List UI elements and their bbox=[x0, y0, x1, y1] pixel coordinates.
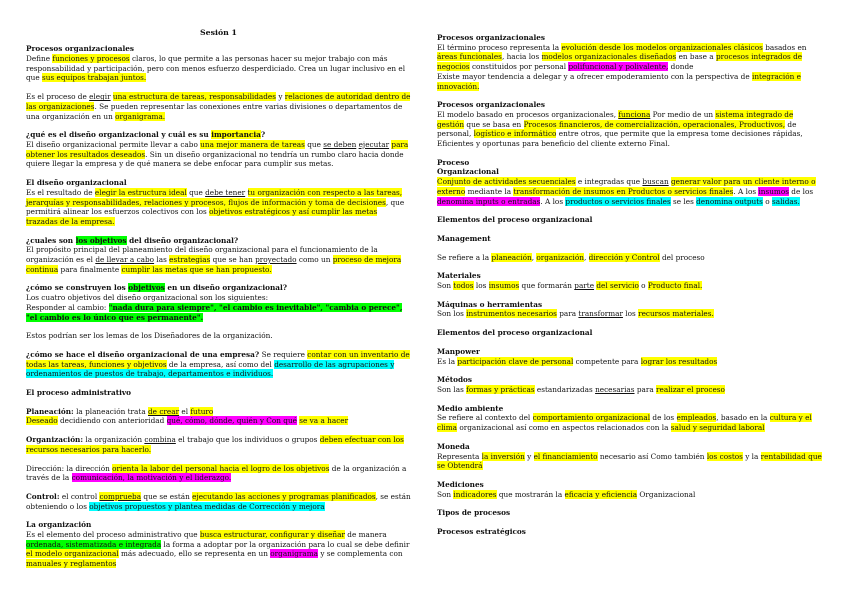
text-run: Son los bbox=[437, 309, 467, 319]
paragraph bbox=[26, 140, 411, 169]
section bbox=[437, 442, 822, 471]
text-run: los bbox=[473, 281, 489, 291]
text-run: de la empresa, así como del bbox=[166, 359, 275, 369]
paragraph bbox=[26, 188, 411, 227]
text-run: Se requiere bbox=[261, 349, 308, 359]
text-run: instrumentos necesarios bbox=[466, 309, 557, 319]
paragraph bbox=[437, 413, 822, 432]
paragraph bbox=[26, 92, 411, 121]
section bbox=[437, 508, 822, 518]
text-run: Responder al cambio: bbox=[26, 302, 109, 312]
text-run: transformar bbox=[578, 309, 623, 319]
text-run: Es la bbox=[437, 356, 458, 366]
section bbox=[437, 328, 822, 338]
text-run: generar valor para un cliente interno o externo bbox=[437, 177, 816, 196]
text-run: salidas. bbox=[771, 196, 800, 206]
text-run: entre otros, que permite que la empresa tome decisiones rápidas, Eficientes y oportunas para beneficio del cliente externo Final. bbox=[437, 129, 803, 149]
text-run: insumos bbox=[488, 281, 520, 291]
text-run: para obtener los resultados deseados bbox=[26, 139, 409, 159]
text-run: organizacional así como en aspectos relacionados con la bbox=[457, 423, 671, 433]
section bbox=[26, 350, 411, 379]
text-run: para bbox=[556, 309, 579, 319]
text-run: contar con un inventario de todas las tareas, funciones y objetivos bbox=[26, 349, 410, 369]
text-run: futuro bbox=[190, 406, 214, 416]
text-run: los costos bbox=[706, 451, 743, 461]
text-run: polifuncional y polivalente, bbox=[568, 62, 669, 72]
session-title: Sesión 1 bbox=[200, 28, 237, 37]
text-run: empleados bbox=[676, 413, 717, 423]
text-run: Procesos organizacionales bbox=[26, 44, 135, 54]
text-run: se les bbox=[670, 196, 697, 206]
text-run: que se están bbox=[141, 491, 193, 501]
section-heading bbox=[437, 271, 822, 281]
text-run: Dirección bbox=[26, 463, 62, 473]
text-run: todos bbox=[453, 281, 474, 291]
text-run: Son las bbox=[437, 384, 467, 394]
text-run: el financiamiento bbox=[533, 451, 598, 461]
text-run: cultura y el clima bbox=[437, 413, 812, 433]
section-heading bbox=[26, 350, 262, 359]
text-run: El diseño organizacional bbox=[26, 178, 127, 188]
section bbox=[437, 527, 822, 537]
text-run: qué, cómo, dónde, quién y Con qué bbox=[166, 416, 297, 426]
paragraph bbox=[26, 530, 411, 569]
text-run: ? bbox=[260, 130, 266, 140]
text-run: y la bbox=[742, 451, 761, 461]
text-run: de los bbox=[788, 186, 814, 196]
text-run: Por medio de un bbox=[650, 109, 716, 119]
text-run: denomina inputs o entradas bbox=[437, 196, 541, 206]
text-run: insumos bbox=[758, 186, 789, 196]
text-run: la inversión bbox=[481, 451, 525, 461]
text-run: debe tener bbox=[205, 187, 246, 197]
paragraph bbox=[437, 357, 822, 367]
text-run: buscan bbox=[642, 177, 669, 187]
text-run: Organizacional bbox=[637, 489, 696, 499]
text-run: lograr los resultados bbox=[640, 356, 718, 366]
text-run: parte bbox=[574, 281, 595, 291]
text-run: ejecutando las acciones y programas planificados bbox=[192, 491, 376, 501]
text-run: combina bbox=[144, 435, 176, 445]
text-run: realizar el proceso bbox=[656, 384, 725, 394]
section-heading bbox=[26, 178, 411, 188]
text-run: planeación bbox=[491, 252, 532, 262]
text-run: funciones y procesos bbox=[52, 54, 130, 64]
paragraph bbox=[437, 177, 822, 206]
text-run: que mostrarán la bbox=[496, 489, 565, 499]
paragraph bbox=[26, 245, 411, 274]
text-run: , basado en la bbox=[716, 413, 770, 423]
section-heading bbox=[26, 520, 411, 530]
text-run: evolución desde los modelos organizacionales clásicos bbox=[561, 42, 763, 52]
text-run: Procesos financieros, de comercialización, operacionales, Productivos, bbox=[523, 119, 786, 129]
section-heading bbox=[437, 442, 822, 452]
section bbox=[437, 404, 822, 433]
text-run: la organización bbox=[83, 435, 145, 445]
section bbox=[26, 331, 411, 341]
text-run: del proceso bbox=[659, 252, 705, 262]
text-run: de llevar a cabo bbox=[95, 255, 155, 265]
text-run: organigrama. bbox=[115, 111, 166, 121]
text-run: procesos integrados de negocios bbox=[437, 52, 803, 72]
section-heading bbox=[437, 404, 822, 414]
text-run: Procesos organizacionales bbox=[437, 33, 546, 42]
text-run: organigrama bbox=[270, 549, 318, 559]
text-run: Deseado bbox=[26, 416, 58, 426]
text-run: Elementos del proceso organizacional bbox=[437, 328, 593, 338]
text-run: que bbox=[304, 139, 324, 149]
text-run: El diseño organizacional permite llevar a cabo bbox=[26, 139, 201, 149]
right-column bbox=[437, 33, 822, 546]
text-run: . Sin un diseño organizacional no tendría un rumbo claro hacia donde quiere llegar la empresa y de qué manera se debe enfocar para cumplir sus metas. bbox=[26, 149, 404, 169]
text-run: sus equipos trabajan juntos. bbox=[42, 73, 147, 83]
text-run: Existe mayor tendencia a delegar y a ofrecer empoderamiento con la perspectiva de bbox=[437, 71, 752, 81]
section bbox=[26, 236, 411, 275]
paragraph bbox=[26, 331, 411, 341]
paragraph bbox=[26, 492, 411, 511]
text-run: en un diseño organizacional? bbox=[164, 283, 288, 293]
text-run: Métodos bbox=[437, 375, 473, 385]
section bbox=[437, 215, 822, 225]
paragraph bbox=[26, 350, 411, 379]
text-run: , hacia los bbox=[501, 52, 542, 62]
section-heading bbox=[437, 33, 822, 43]
text-run: ordenada, sistematizada e integrada bbox=[26, 539, 162, 549]
section bbox=[26, 92, 411, 121]
text-run: , bbox=[583, 252, 589, 262]
text-run: manuales y reglamentos bbox=[26, 559, 117, 569]
text-run: logístico e informático bbox=[473, 129, 557, 139]
text-run: Control: bbox=[26, 491, 60, 501]
paragraph bbox=[437, 43, 822, 92]
text-run: del servicio bbox=[596, 281, 639, 291]
text-run: desarrollo de las agrupaciones y ordenamientos de puestos de trabajo, departamentos e individuos. bbox=[26, 359, 395, 379]
text-run: Producto final. bbox=[647, 281, 703, 291]
text-run: elegir la estructura ideal bbox=[94, 187, 187, 197]
text-run: Tipos de procesos bbox=[437, 508, 511, 518]
text-run: , que permitirá alinear los esfuerzos colectivos con los bbox=[26, 197, 405, 217]
text-run: Son bbox=[437, 489, 454, 499]
text-run: en base a bbox=[676, 52, 716, 62]
text-run: de la organización a través de la bbox=[26, 463, 407, 483]
text-run: de personal, bbox=[437, 119, 797, 139]
section-heading bbox=[437, 375, 822, 385]
text-run: e integradas que bbox=[575, 177, 643, 187]
text-run: Es el proceso de bbox=[26, 92, 90, 102]
text-run: . Se pueden representar las conexiones entre varias divisiones o departamentos de una organización en un bbox=[26, 101, 403, 121]
text-run: Medio ambiente bbox=[437, 403, 504, 413]
section-heading bbox=[437, 234, 822, 244]
section-heading bbox=[26, 388, 411, 398]
text-run: comportamiento organizacional bbox=[532, 413, 651, 423]
text-run: los objetivos bbox=[75, 235, 127, 245]
section bbox=[437, 480, 822, 499]
text-run: objetivos estratégicos y así cumplir las metas trazadas de la empresa. bbox=[26, 207, 378, 226]
text-run: Define bbox=[26, 54, 53, 64]
text-run: busca estructurar, configurar y diseñar bbox=[199, 530, 345, 540]
text-run: salud y seguridad laboral bbox=[670, 423, 765, 433]
text-run: formas y prácticas bbox=[466, 384, 535, 394]
text-run: El modelo basado en procesos organizacionales, bbox=[437, 109, 619, 119]
text-run: proceso de mejora continua bbox=[26, 255, 402, 274]
section-heading bbox=[26, 44, 411, 54]
text-run: necesario así Como también bbox=[597, 451, 707, 461]
paragraph bbox=[26, 293, 411, 322]
paragraph bbox=[437, 110, 822, 149]
section-heading bbox=[437, 158, 822, 177]
text-run: Estos podrían ser los lemas de los Diseñadores de la organización. bbox=[26, 331, 273, 341]
text-run: . A los bbox=[733, 186, 759, 196]
text-run: las bbox=[154, 255, 170, 265]
text-run: cumplir las metas que se han propuesto. bbox=[121, 264, 272, 274]
text-run: basados en bbox=[762, 42, 807, 52]
text-run: que formarán bbox=[519, 281, 575, 291]
text-run: Se refiere a la bbox=[437, 252, 492, 262]
text-run: Moneda bbox=[437, 441, 470, 451]
text-run: una mejor manera de tareas bbox=[200, 139, 305, 149]
text-run: los bbox=[622, 309, 639, 319]
text-run: estrategias bbox=[169, 255, 211, 265]
text-run: y bbox=[276, 92, 285, 102]
text-run: ¿cómo se hace el diseño organizacional de una empresa? bbox=[26, 349, 260, 359]
section bbox=[437, 33, 822, 91]
text-run: tu organización con respecto a las tareas, jerarquías y responsabilidades, relaciones y procesos, flujos de información y toma de decisiones bbox=[26, 187, 403, 207]
text-run: importancia bbox=[211, 130, 261, 140]
text-run: Proceso bbox=[437, 157, 470, 167]
text-run: , se están obteniendo o los bbox=[26, 491, 411, 511]
text-run: el control bbox=[59, 491, 100, 501]
text-run: objetivos propuestos y plantea medidas de Corrección y mejora bbox=[89, 501, 325, 511]
section-heading bbox=[26, 236, 411, 246]
text-run: y bbox=[524, 451, 534, 461]
section bbox=[26, 407, 411, 426]
text-run: o bbox=[638, 281, 648, 291]
text-run: o bbox=[762, 196, 772, 206]
text-run: denomina outputs bbox=[696, 196, 763, 206]
section bbox=[437, 158, 822, 207]
paragraph bbox=[437, 253, 822, 263]
section bbox=[437, 375, 822, 394]
section bbox=[437, 234, 822, 244]
text-run: eficacia y eficiencia bbox=[564, 489, 638, 499]
section bbox=[437, 271, 822, 290]
text-run: participación clave de personal bbox=[457, 356, 574, 366]
text-run: mediante la bbox=[465, 186, 514, 196]
text-run: necesarias bbox=[595, 384, 635, 394]
left-column bbox=[26, 28, 411, 578]
text-run: ¿cuales son bbox=[26, 235, 76, 245]
section-heading bbox=[437, 527, 822, 537]
text-run: que se han bbox=[210, 255, 256, 265]
section bbox=[437, 100, 822, 149]
text-run: ejecutar bbox=[358, 139, 390, 149]
text-run: para finalmente bbox=[58, 264, 122, 274]
text-run: Se refiere al contexto del bbox=[437, 413, 533, 423]
text-run: el modelo organizacional bbox=[26, 549, 119, 559]
text-run: . A los bbox=[540, 196, 566, 206]
text-run: más adecuado, ello se representa en un bbox=[118, 549, 271, 559]
text-run: como un bbox=[296, 255, 333, 265]
text-run: y se complementa con bbox=[318, 549, 403, 559]
text-run: Manpower bbox=[437, 346, 480, 356]
text-run: : la dirección bbox=[61, 463, 113, 473]
section-heading bbox=[437, 328, 822, 338]
text-run: Conjunto de actividades secuenciales bbox=[437, 177, 576, 187]
text-run: de manera bbox=[344, 530, 387, 540]
section bbox=[437, 347, 822, 366]
text-run: Planeación: bbox=[26, 406, 74, 416]
text-run: que bbox=[186, 187, 206, 197]
text-run: indicadores bbox=[453, 489, 497, 499]
text-run: ¿cómo se construyen los bbox=[26, 283, 129, 293]
text-run: transformación de insumos en Productos o servicios finales bbox=[513, 186, 734, 196]
text-run: Materiales bbox=[437, 271, 481, 281]
text-run: la forma a adoptar por la organización para lo cual se debe definir bbox=[161, 539, 410, 549]
text-run: decidiendo con anterioridad bbox=[57, 416, 167, 426]
text-run: funciona bbox=[618, 109, 651, 119]
text-run: objetivos bbox=[128, 283, 165, 293]
text-run: el bbox=[179, 406, 191, 416]
text-run: constituidos por personal bbox=[469, 62, 569, 72]
text-run: Organizacional bbox=[437, 167, 499, 177]
text-run: Es el elemento del proceso administrativo que bbox=[26, 530, 200, 540]
section bbox=[26, 435, 411, 454]
text-run: estandarizadas bbox=[534, 384, 596, 394]
text-run: modelos organizacionales diseñados bbox=[541, 52, 677, 62]
section-heading bbox=[437, 300, 822, 310]
text-run: Organización: bbox=[26, 435, 84, 445]
text-run: relaciones de autoridad dentro de las organizaciones bbox=[26, 92, 411, 111]
text-run: comunicación, la motivación y el liderazgo. bbox=[71, 473, 232, 483]
text-run: Representa bbox=[437, 451, 482, 461]
text-run: se deben bbox=[323, 139, 357, 149]
text-run: Elementos del proceso organizacional bbox=[437, 215, 593, 225]
section bbox=[26, 464, 411, 483]
paragraph bbox=[437, 281, 822, 291]
section bbox=[26, 492, 411, 511]
section-heading bbox=[437, 347, 822, 357]
text-run: Es el resultado de bbox=[26, 187, 95, 197]
section-heading bbox=[26, 283, 411, 293]
text-run: proyectado bbox=[255, 255, 297, 265]
section bbox=[26, 520, 411, 569]
text-run: La organización bbox=[26, 520, 92, 530]
text-run: áreas funcionales bbox=[437, 52, 502, 62]
text-run: El proceso administrativo bbox=[26, 388, 131, 398]
text-run: orienta la labor del personal hacia el logro de los objetivos bbox=[112, 463, 330, 473]
section bbox=[26, 283, 411, 322]
text-run: se va a hacer bbox=[299, 416, 349, 426]
section bbox=[437, 253, 822, 263]
text-run: de los bbox=[650, 413, 677, 423]
text-run: que se basa en bbox=[464, 119, 524, 129]
text-run: sistema integrado de gestión bbox=[437, 109, 794, 129]
paragraph bbox=[437, 385, 822, 395]
text-run: , bbox=[531, 252, 537, 262]
text-run: El término proceso representa la bbox=[437, 42, 562, 52]
paragraph bbox=[437, 490, 822, 500]
text-run: ¿qué es el diseño organizacional y cuál es su bbox=[26, 130, 212, 140]
text-run: de crear bbox=[148, 406, 180, 416]
section bbox=[26, 388, 411, 398]
text-run: dirección y Control bbox=[588, 252, 660, 262]
text-run: la planeación trata bbox=[73, 406, 149, 416]
text-run: "nada dura para siempre", "el cambio es inevitable", "cambia o perece", "el cambio es lo único que es permanente". bbox=[26, 302, 403, 322]
paragraph bbox=[437, 452, 822, 471]
section-heading bbox=[437, 508, 822, 518]
text-run: productos o servicios finales bbox=[565, 196, 671, 206]
paragraph bbox=[26, 54, 411, 83]
text-run: comprueba bbox=[99, 491, 142, 501]
text-run: El propósito principal del planeamiento del diseño organizacional para el funcionamiento de la organización es el bbox=[26, 245, 378, 265]
text-run: una estructura de tareas, responsabilidades bbox=[112, 92, 276, 102]
paragraph bbox=[26, 435, 411, 454]
text-run: del diseño organizacional? bbox=[126, 235, 239, 245]
paragraph bbox=[437, 309, 822, 319]
section-heading bbox=[26, 130, 411, 140]
section bbox=[26, 178, 411, 227]
section bbox=[26, 44, 411, 83]
text-run: deben efectuar con los recursos necesarios para hacerlo. bbox=[26, 435, 404, 454]
section bbox=[437, 300, 822, 319]
text-run: para bbox=[634, 384, 657, 394]
text-run: claros, lo que permite a las personas hacer su mejor trabajo con más responsabilidad y participación, pero con menos esfuerzo desperdiciado. Crea un lugar inclusivo en el que bbox=[26, 54, 406, 83]
text-run: rentabilidad que se Obtendrá bbox=[437, 451, 822, 471]
text-run: Máquinas o herramientas bbox=[437, 299, 543, 309]
text-run: Procesos estratégicos bbox=[437, 527, 526, 537]
section-heading bbox=[437, 480, 822, 490]
text-run: Mediciones bbox=[437, 479, 484, 489]
text-run: Los cuatro objetivos del diseño organizacional son los siguientes: bbox=[26, 293, 269, 303]
text-run: competente para bbox=[573, 356, 641, 366]
text-run: integración e innovación. bbox=[437, 71, 801, 91]
text-run: Procesos organizacionales bbox=[437, 100, 546, 110]
text-run: Son bbox=[437, 281, 454, 291]
paragraph bbox=[26, 464, 411, 483]
text-run: Management bbox=[437, 233, 491, 243]
paragraph bbox=[26, 407, 411, 426]
section bbox=[26, 130, 411, 169]
section-heading bbox=[437, 215, 822, 225]
text-run: elegir bbox=[89, 92, 111, 102]
text-run: donde bbox=[668, 62, 694, 72]
section-heading bbox=[437, 100, 822, 110]
text-run: el trabajo que los individuos o grupos bbox=[175, 435, 320, 445]
text-run: organización bbox=[536, 252, 584, 262]
text-run: recursos materiales. bbox=[638, 309, 714, 319]
